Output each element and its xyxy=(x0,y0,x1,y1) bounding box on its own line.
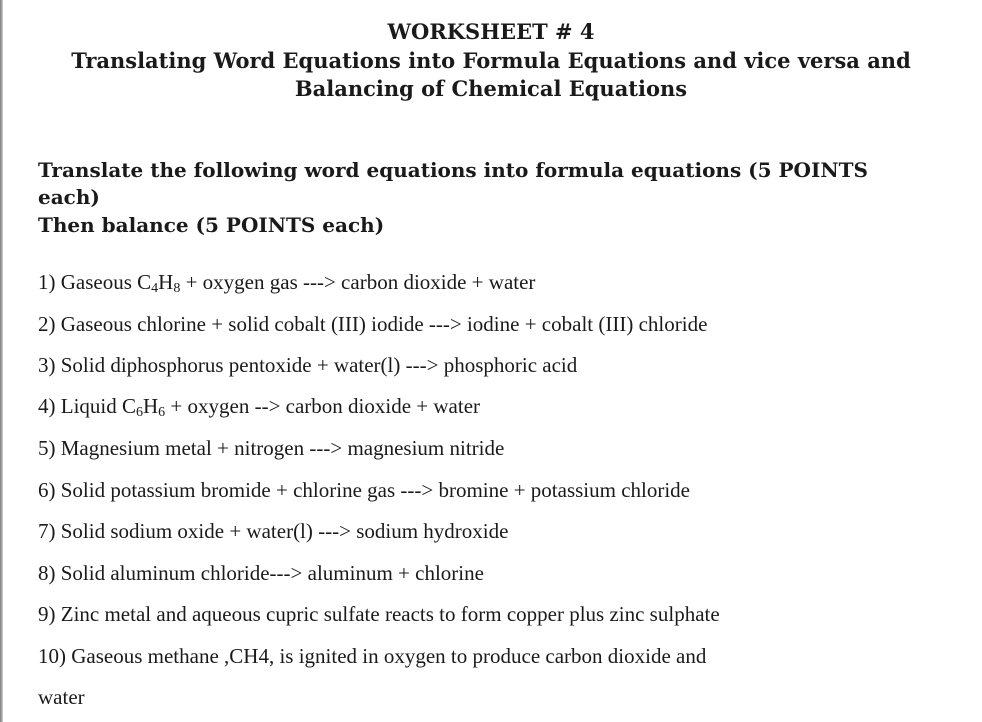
question-8: 8) Solid aluminum chloride---> aluminum + chlorine xyxy=(38,561,484,585)
question-1-suffix: + oxygen gas ---> carbon dioxide + water xyxy=(180,270,536,294)
question-4-subscript-2: 6 xyxy=(158,405,166,420)
instruction-line1: Translate the following word equations into formula equations (5 POINTS xyxy=(38,158,868,182)
question-1-subscript-2: 8 xyxy=(173,281,181,296)
question-10-line1: 10) Gaseous methane ,CH4, is ignited in oxygen to produce carbon dioxide and xyxy=(38,644,707,668)
question-5: 5) Magnesium metal + nitrogen ---> magnesium nitride xyxy=(38,436,505,460)
instruction-line2: each) xyxy=(38,185,100,209)
instruction-line3: Then balance (5 POINTS each) xyxy=(38,213,385,237)
question-1-mid: H xyxy=(158,270,174,294)
worksheet-title: WORKSHEET # 4 xyxy=(387,19,595,44)
question-1-subscript-1: 4 xyxy=(151,281,159,296)
question-2: 2) Gaseous chlorine + solid cobalt (III) iodide ---> iodine + cobalt (III) chloride xyxy=(38,312,708,336)
question-4-suffix: + oxygen --> carbon dioxide + water xyxy=(165,394,481,418)
question-7: 7) Solid sodium oxide + water(l) ---> sodium hydroxide xyxy=(38,519,509,543)
question-4-prefix: 4) Liquid C xyxy=(38,394,136,418)
question-1-prefix: 1) Gaseous C xyxy=(38,270,152,294)
worksheet-subtitle-line1: Translating Word Equations into Formula Equations and vice versa and xyxy=(71,48,911,73)
question-10-line2: water xyxy=(38,685,85,709)
worksheet-subtitle-line2: Balancing of Chemical Equations xyxy=(294,76,688,101)
question-4-mid: H xyxy=(143,394,159,418)
question-9: 9) Zinc metal and aqueous cupric sulfate reacts to form copper plus zinc sulphate xyxy=(38,602,720,626)
question-3: 3) Solid diphosphorus pentoxide + water(l) ---> phosphoric acid xyxy=(38,353,578,377)
question-6: 6) Solid potassium bromide + chlorine gas ---> bromine + potassium chloride xyxy=(38,478,691,502)
question-4-subscript-1: 6 xyxy=(136,405,143,420)
question-1 xyxy=(38,268,535,296)
question-4 xyxy=(38,392,480,420)
